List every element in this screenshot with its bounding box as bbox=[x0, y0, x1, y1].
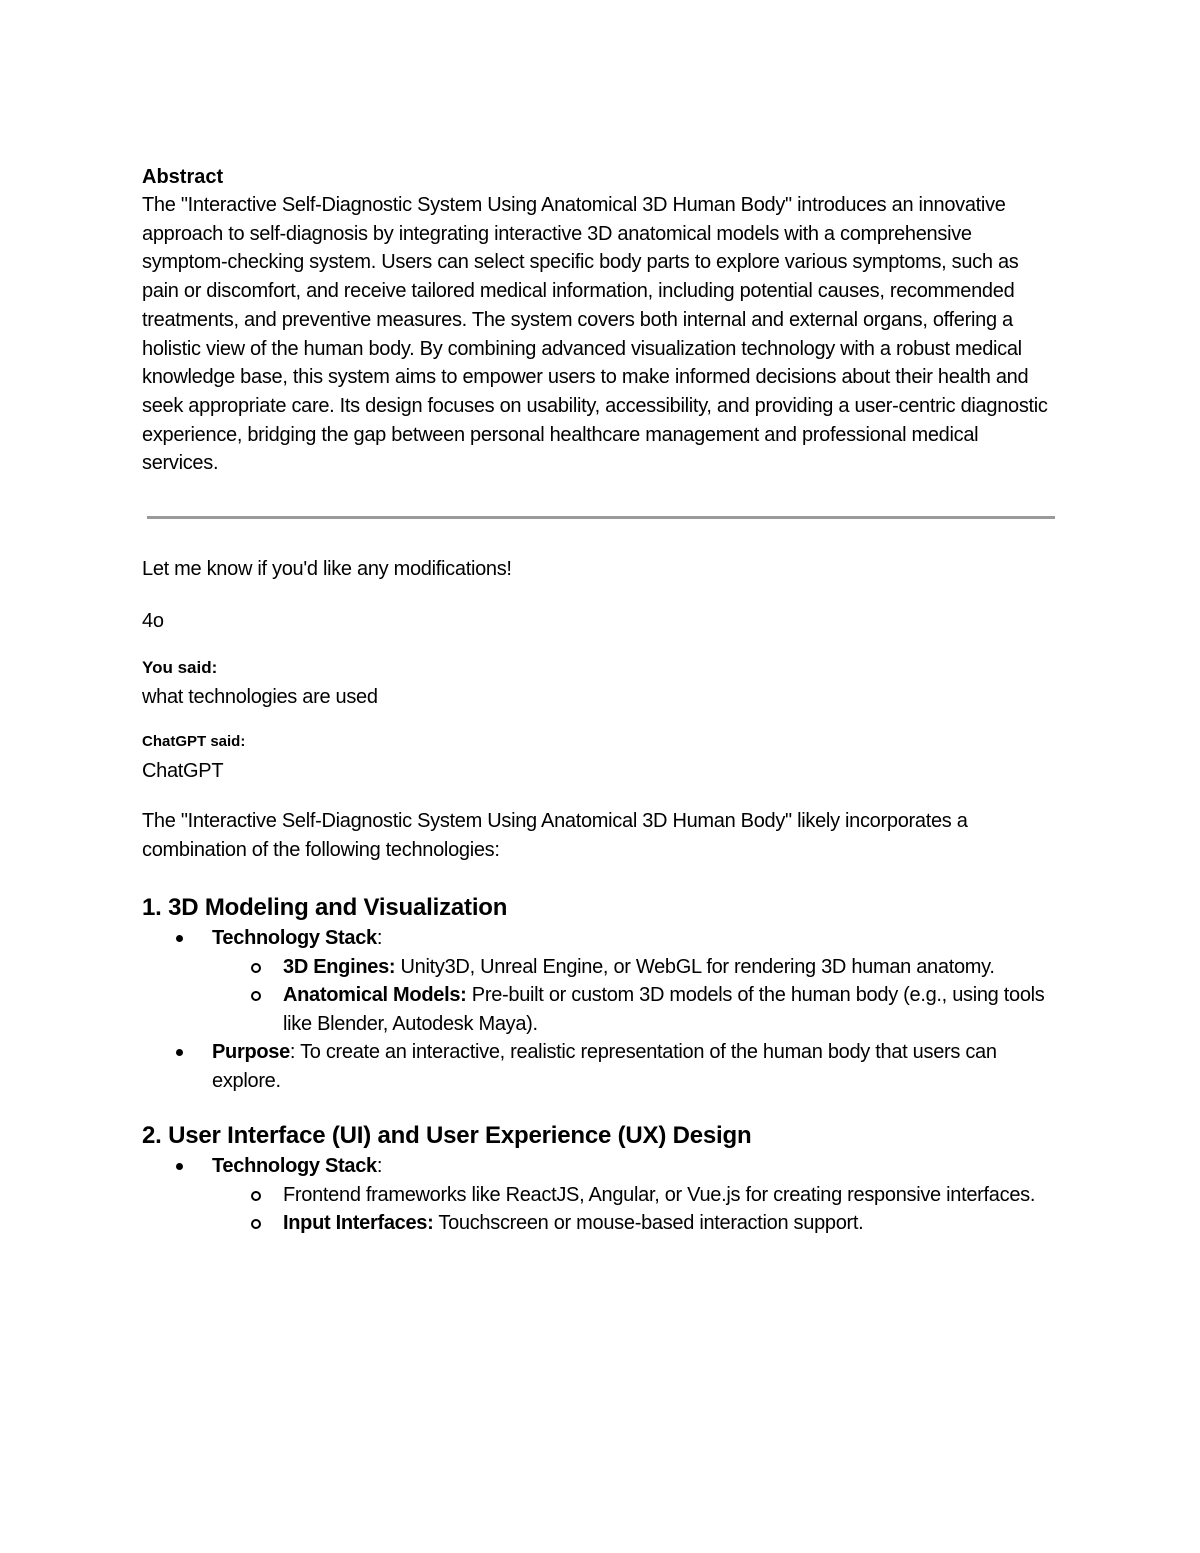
sub-list-item-anatomical-models bbox=[212, 981, 1057, 1038]
assistant-said-label: ChatGPT said: bbox=[142, 733, 246, 751]
sub-list bbox=[212, 1181, 1057, 1238]
user-message: what technologies are used bbox=[142, 686, 378, 709]
sub-list-item-3d-engines bbox=[212, 953, 1057, 982]
bullet-icon bbox=[176, 1163, 183, 1170]
section-2-bullet-list bbox=[142, 1152, 1057, 1238]
sub-list-item-input-interfaces bbox=[212, 1209, 1057, 1238]
model-tag: 4o bbox=[142, 610, 164, 633]
sub-item-text: Touchscreen or mouse-based interaction support. bbox=[433, 1212, 864, 1235]
sub-item-label: Input Interfaces: bbox=[283, 1212, 434, 1235]
section-heading-ui-ux: 2. User Interface (UI) and User Experience (UX) Design bbox=[142, 1122, 752, 1150]
circle-bullet-icon bbox=[251, 991, 261, 1001]
sub-item-label: 3D Engines: bbox=[283, 955, 396, 978]
circle-bullet-icon bbox=[251, 1191, 261, 1201]
bullet-text: : bbox=[376, 1155, 383, 1178]
bullet-icon bbox=[176, 1049, 183, 1056]
you-said-label: You said: bbox=[142, 658, 218, 678]
bullet-label: Technology Stack bbox=[212, 1155, 377, 1178]
circle-bullet-icon bbox=[251, 963, 261, 973]
bullet-icon bbox=[176, 935, 183, 942]
closing-line: Let me know if you'd like any modifications! bbox=[142, 558, 512, 581]
sub-list-item-frontend-frameworks bbox=[212, 1181, 1057, 1210]
list-item-technology-stack bbox=[142, 1152, 1057, 1238]
sub-item-label: Anatomical Models: bbox=[283, 984, 467, 1007]
abstract-heading: Abstract bbox=[142, 166, 224, 188]
document-content bbox=[142, 163, 1057, 1238]
list-item-purpose bbox=[142, 1038, 1057, 1095]
sub-item-text: Pre-built or custom 3D models of the human body (e.g., using tools like Blender, Autodesk Maya). bbox=[283, 984, 1045, 1035]
assistant-name: ChatGPT bbox=[142, 760, 224, 783]
circle-bullet-icon bbox=[251, 1219, 261, 1229]
horizontal-rule bbox=[147, 516, 1055, 519]
abstract-body: The "Interactive Self-Diagnostic System Using Anatomical 3D Human Body" introduces an innovative approach to self-diagnosis by integrating interactive 3D anatomical models with a comprehensive symptom-checking system. Users can select specific body parts to explore various symptoms, such as pain or discomfort, and receive tailored medical information, including potential causes, recommended treatments, and preventive measures. The system covers both internal and external organs, offering a holistic view of the human body. By combining advanced visualization technology with a robust medical knowledge base, this system aims to empower users to make informed decisions about their health and seek appropriate care. Its design focuses on usability, accessibility, and providing a user-centric diagnostic experience, bridging the gap between personal healthcare management and professional medical services. bbox=[142, 194, 1048, 475]
list-item-technology-stack bbox=[142, 924, 1057, 1038]
bullet-text: : bbox=[376, 927, 383, 950]
bullet-label: Technology Stack bbox=[212, 927, 377, 950]
sub-list bbox=[212, 953, 1057, 1039]
section-heading-3d-modeling: 1. 3D Modeling and Visualization bbox=[142, 894, 508, 922]
assistant-intro: The "Interactive Self-Diagnostic System Using Anatomical 3D Human Body" likely incorporates a combination of the following technologies: bbox=[142, 810, 968, 861]
bullet-text: : To create an interactive, realistic representation of the human body that users can explore. bbox=[212, 1041, 997, 1092]
sub-item-text: Unity3D, Unreal Engine, or WebGL for rendering 3D human anatomy. bbox=[395, 955, 995, 978]
section-1-bullet-list bbox=[142, 924, 1057, 1095]
sub-item-text: Frontend frameworks like ReactJS, Angular, or Vue.js for creating responsive interfaces. bbox=[283, 1183, 1036, 1206]
bullet-label: Purpose bbox=[212, 1041, 290, 1064]
